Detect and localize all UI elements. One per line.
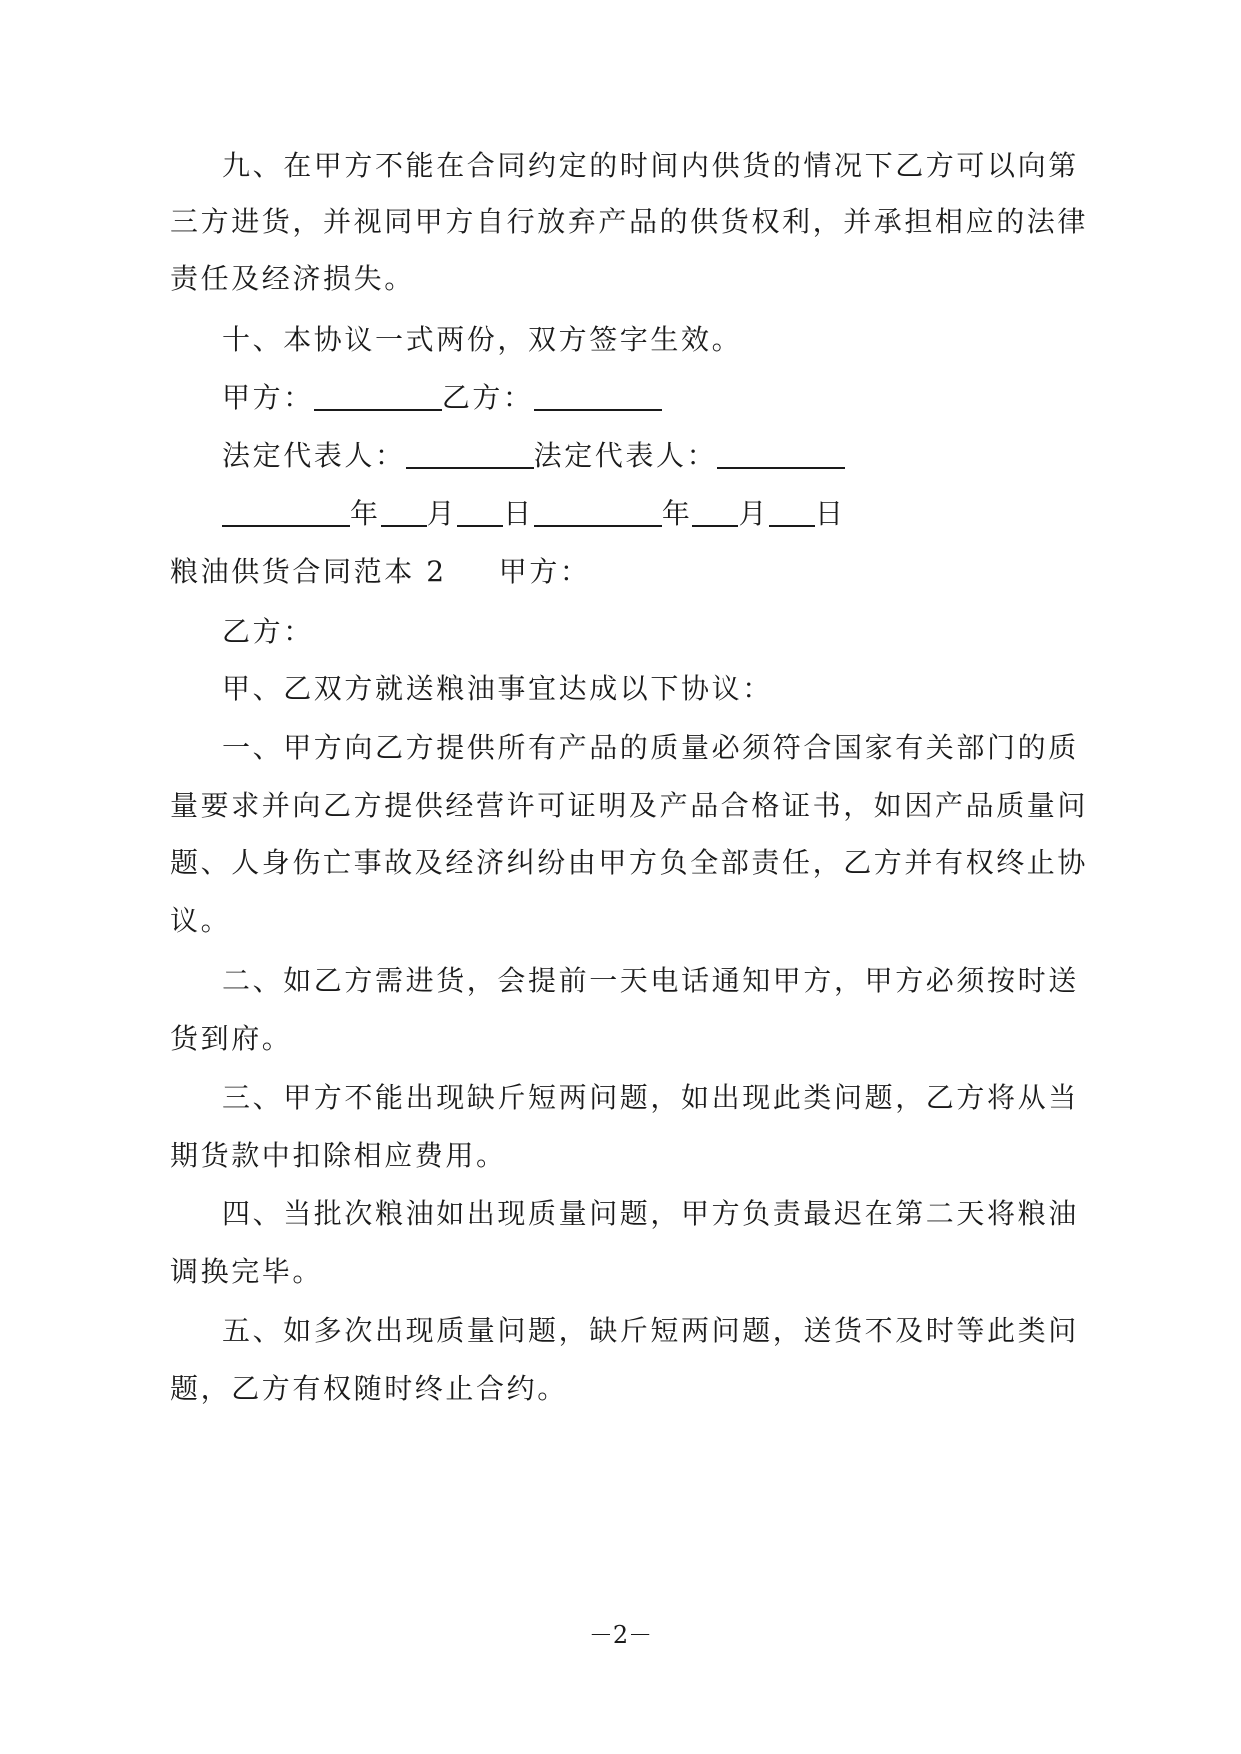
clause4-line1: 四、当批次粮油如出现质量问题，甲方负责最迟在第二天将粮油	[222, 1197, 1079, 1230]
month-a-blank[interactable]	[381, 499, 427, 527]
clause1-line1: 一、甲方向乙方提供所有产品的质量必须符合国家有关部门的质	[222, 731, 1079, 764]
clause3-line1: 三、甲方不能出现缺斤短两问题，如出现此类问题，乙方将从当	[222, 1081, 1079, 1114]
para9-line3: 责任及经济损失。	[170, 262, 415, 295]
party-b-blank[interactable]	[534, 383, 662, 411]
contract-heading: 粮油供货合同范本 2	[170, 555, 447, 588]
month-b-blank[interactable]	[692, 499, 738, 527]
para9-line1: 九、在甲方不能在合同约定的时间内供货的情况下乙方可以向第	[222, 149, 1079, 182]
contract-heading-row	[170, 552, 591, 592]
page-number: －2－	[588, 1621, 653, 1649]
signature-party-row	[222, 378, 662, 418]
clause5-line2: 题，乙方有权随时终止合约。	[170, 1372, 568, 1405]
rep-b-blank[interactable]	[717, 441, 845, 469]
intro-line: 甲、乙双方就送粮油事宜达成以下协议：	[222, 672, 773, 705]
year-b-label: 年	[661, 497, 693, 530]
signature-rep-row	[222, 436, 845, 476]
year-a-label: 年	[350, 497, 381, 530]
party-a-blank[interactable]	[314, 383, 442, 411]
day-b-blank[interactable]	[769, 499, 815, 527]
clause4-line2: 调换完毕。	[170, 1255, 324, 1288]
month-a-label: 月	[426, 497, 458, 530]
clause2-line1: 二、如乙方需进货，会提前一天电话通知甲方，甲方必须按时送	[222, 964, 1079, 997]
day-b-label: 日	[815, 497, 846, 530]
clause5-line1: 五、如多次出现质量问题，缺斤短两问题，送货不及时等此类问	[222, 1314, 1079, 1347]
signature-date-row	[222, 494, 846, 534]
party-b-label: 乙方：	[441, 381, 534, 414]
para10: 十、本协议一式两份，双方签字生效。	[222, 323, 743, 356]
heading-party-a: 甲方：	[498, 555, 591, 588]
rep-a-label: 法定代表人：	[222, 439, 406, 472]
party-b-line: 乙方：	[222, 615, 314, 648]
clause1-line2: 量要求并向乙方提供经营许可证明及产品合格证书，如因产品质量问	[170, 789, 1089, 822]
rep-a-blank[interactable]	[406, 441, 534, 469]
clause2-line2: 货到府。	[170, 1022, 293, 1055]
clause1-line3: 题、人身伤亡事故及经济纠纷由甲方负全部责任，乙方并有权终止协	[170, 846, 1089, 879]
day-a-blank[interactable]	[457, 499, 503, 527]
para9-line2: 三方进货，并视同甲方自行放弃产品的供货权利，并承担相应的法律	[170, 205, 1089, 238]
day-a-label: 日	[503, 497, 534, 530]
party-a-label: 甲方：	[222, 381, 314, 414]
month-b-label: 月	[738, 497, 770, 530]
clause1-line4: 议。	[170, 904, 232, 937]
year-a-blank[interactable]	[222, 499, 350, 527]
clause3-line2: 期货款中扣除相应费用。	[170, 1139, 507, 1172]
year-b-blank[interactable]	[534, 499, 662, 527]
rep-b-label: 法定代表人：	[533, 439, 718, 472]
